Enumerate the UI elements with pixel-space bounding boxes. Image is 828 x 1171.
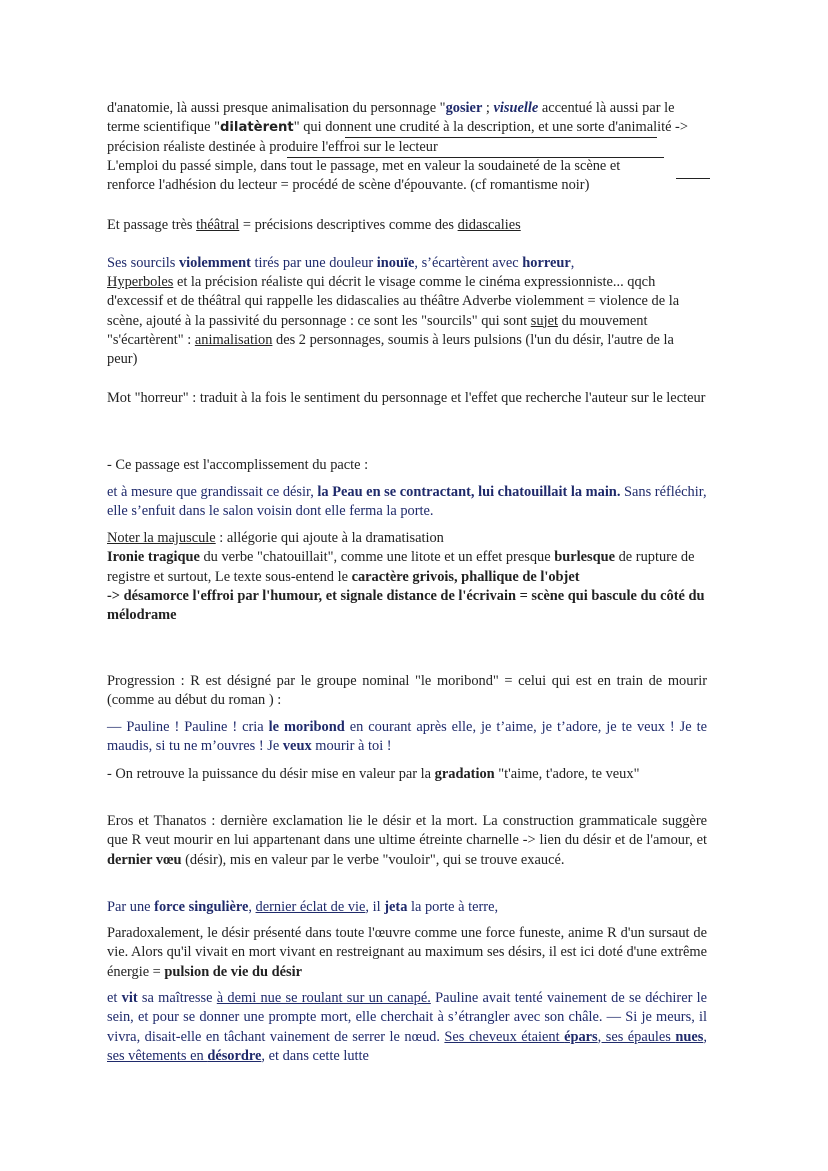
analysis-paragraph-progression: Progression : R est désigné par le groupe nominal "le moribond" = celui qui est en train de mourir (comme au début du roman ) :	[107, 673, 707, 709]
quote-force: Par une force singulière, dernier éclat de vie, il jeta la porte à terre,	[107, 899, 499, 915]
annotation-line-3	[676, 178, 710, 179]
analysis-paragraph-anatomy: d'anatomie, là aussi presque animalisation du personnage "gosier ; visuelle accentué là aussi par le terme scientifique "dilatèrent" qui donnent une crudité à la description, et une sorte d'animalité -> précision réaliste destinée à produire l'effroi sur le lecteur L'emploi du passé simple, dans tout le passage, met en valeur la soudaineté de la scène et renforce l'adhésion du lecteur = procédé de scène d'épouvante. (cf romantisme noir)	[107, 100, 688, 194]
analysis-paragraph-hyperboles: Hyperboles et la précision réaliste qui décrit le visage comme le cinéma expressionniste... qqch d'excessif et de théâtral qui rappelle les didascalies au théâtre Adverbe violemment = violence de la scène, ajouté à la passivité du personnage : ce sont les "sourcils" qui sont sujet du mouvement "s'écartèrent" : animalisation des 2 personnages, soumis à leurs pulsions (l'un du désir, l'autre de la peur)	[107, 274, 680, 368]
quote-sourcils: Ses sourcils violemment tirés par une douleur inouïe, s’écartèrent avec horreur,	[107, 255, 575, 271]
analysis-paragraph-pacte: - Ce passage est l'accomplissement du pacte :	[107, 457, 369, 473]
analysis-paragraph-eros-thanatos: Eros et Thanatos : dernière exclamation lie le désir et la mort. La construction grammaticale suggère que R veut mourir en lui appartenant dans une ultime étreinte charnelle -> lien du désir et de l'amour, et dernier vœu (désir), mis en valeur par le verbe "vouloir", qui se trouve exaucé.	[107, 813, 707, 868]
quote-pauline: — Pauline ! Pauline ! cria le moribond en courant après elle, je t’aime, je t’adore, je te veux ! Je te maudis, si tu ne m’ouvres ! Je veux mourir à toi !	[107, 719, 707, 755]
annotation-line-1	[345, 137, 657, 138]
analysis-paragraph-theatre: Et passage très théâtral = précisions descriptives comme des didascalies	[107, 217, 521, 233]
quote-maitresse: et vit sa maîtresse à demi nue se roulant sur un canapé. Pauline avait tenté vainement de se déchirer le sein, et pour se donner une prompte mort, elle cherchait à s’étrangler avec son châle. — Si je meurs, il vivra, disait-elle en tâchant vainement de serrer le nœud. Ses cheveux étaient épars, ses épaules nues, ses vêtements en désordre, et dans cette lutte	[107, 990, 708, 1064]
analysis-paragraph-horreur: Mot "horreur" : traduit à la fois le sentiment du personnage et l'effet que recherche l'auteur sur le lecteur	[107, 390, 706, 406]
analysis-paragraph-paradoxe: Paradoxalement, le désir présenté dans toute l'œuvre comme une force funeste, anime R d'un sursaut de vie. Alors qu'il vivait en mort vivant en restreignant au maximum ses désirs, il est ici doté d'une extrême énergie = pulsion de vie du désir	[107, 925, 707, 980]
analysis-paragraph-gradation: - On retrouve la puissance du désir mise en valeur par la gradation "t'aime, t'adore, te veux"	[107, 766, 640, 782]
quote-peau: et à mesure que grandissait ce désir, la Peau en se contractant, lui chatouillait la main. Sans réfléchir, elle s’enfuit dans le salon voisin dont elle ferma la porte.	[107, 484, 707, 520]
annotation-line-2	[287, 157, 664, 158]
analysis-paragraph-majuscule: Noter la majuscule : allégorie qui ajoute à la dramatisation Ironie tragique du verbe "chatouillait", comme une litote et un effet presque burlesque de rupture de registre et surtout, Le texte sous-entend le caractère grivois, phallique de l'objet -> désamorce l'effroi par l'humour, et signale distance de l'écrivain = scène qui bascule du côté du mélodrame	[107, 530, 705, 624]
